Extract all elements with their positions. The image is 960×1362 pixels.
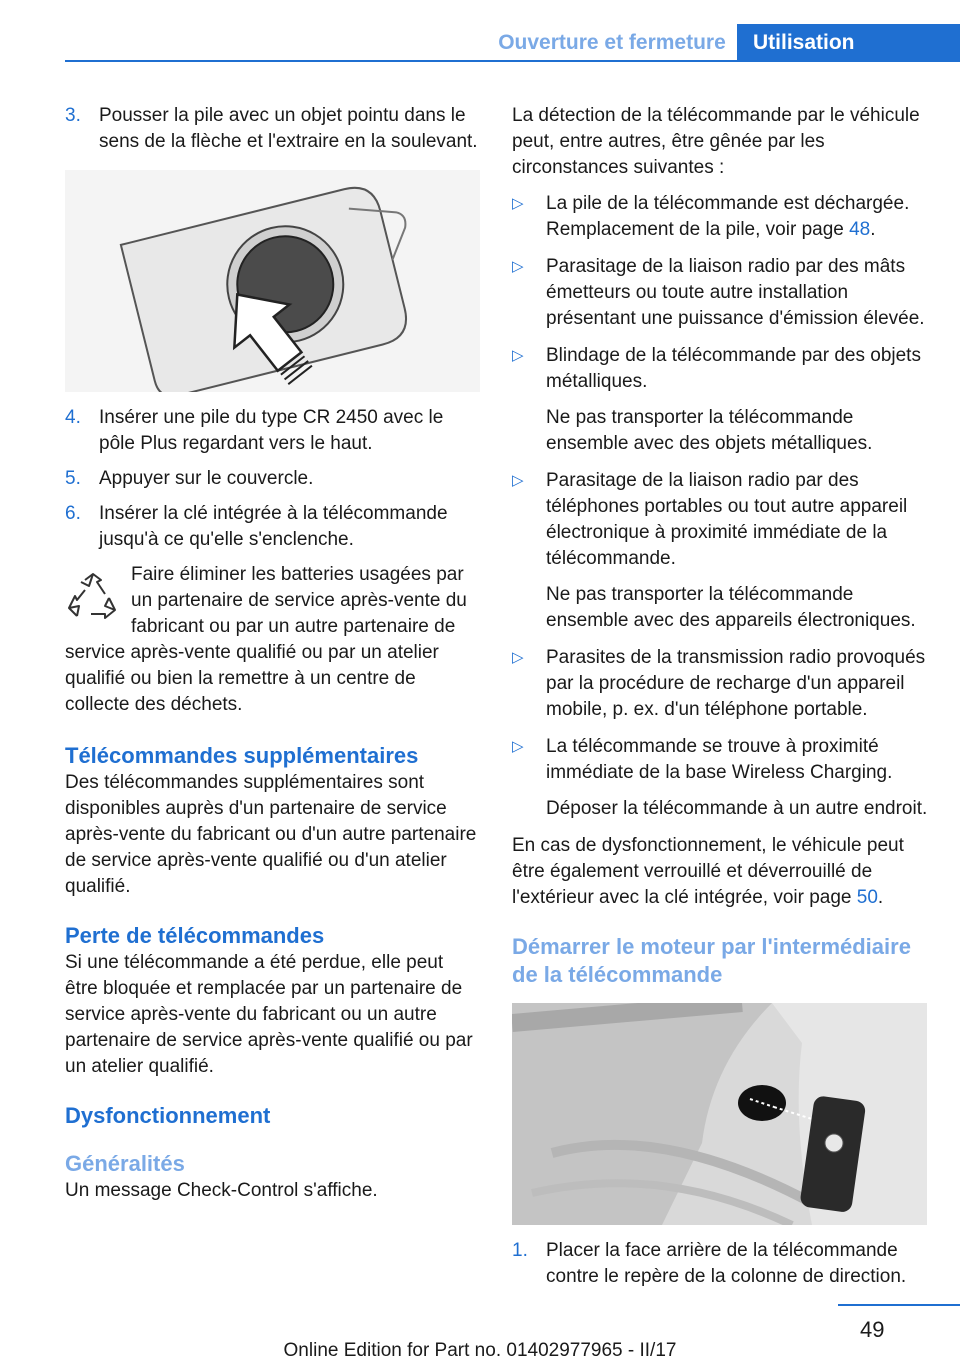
key-fob-battery-icon [65,170,480,392]
triangle-bullet-icon: ▷ [512,472,524,489]
bullet-text: Parasites de la transmission radio provoqués par la procédure de recharge d'un appareil mobile, p. ex. d'un téléphone portable. [546,647,926,720]
bullet-charging-interference [512,645,932,723]
triangle-bullet-icon: ▷ [512,258,524,275]
bullet-phones [512,468,932,634]
step-text: Placer la face arrière de la télécommande contre le repère de la colonne de direction. [546,1240,907,1287]
step-text: Pousser la pile avec un objet pointu dans le sens de la flèche et l'extraire en la soulevant. [99,105,478,152]
header-section-title: Ouverture et fermeture [498,31,726,54]
recycling-text: Faire éliminer les batteries usagées par un partenaire de service après-vente du fabricant ou par un autre partenaire de service après-vente qualifié ou par un atelier qualifié ou bien la remettre à un centre de collecte des déchets. [65,564,467,715]
right-column [512,103,932,1299]
step-number: 1. [512,1240,528,1261]
triangle-bullet-icon: ▷ [512,195,524,212]
paragraph-malfunction: En cas de dysfonctionnement, le véhicule peut être également verrouillé et déverrouillé de l'extérieur avec la clé intégrée, voir page 50. [512,835,904,908]
battery-key-illustration [65,170,480,392]
paragraph-lost-remotes: Si une télécommande a été perdue, elle peut être bloquée et remplacée par un partenaire de service après-vente du fabricant ou un autre partenaire de service après-vente qualifié ou par un atelier qualifié. [65,952,473,1077]
bullet-metal-shielding [512,343,932,457]
page-number: 49 [860,1317,885,1342]
step-number: 4. [65,407,81,428]
step-number: 6. [65,503,81,524]
bullet-text: Parasitage de la liaison radio par des téléphones portables ou tout autre appareil électronique à proximité immédiate de la télécommande. [546,470,908,569]
paragraph-extra-remotes: Des télécommandes supplémentaires sont disponibles auprès d'un partenaire de service après-vente du fabricant ou d'un autre partenaire de service après-vente qualifié ou d'un atelier qualifié. [65,772,477,897]
bullet-note: Déposer la télécommande à un autre endroit. [546,798,928,819]
triangle-bullet-icon: ▷ [512,738,524,755]
bullet-battery-empty: ▷ La pile de la télécommande est déchargée. Remplacement de la pile, voir page 48. [512,191,932,243]
bullet-text: Parasitage de la liaison radio par des mâts émetteurs ou toute autre installation présentant une puissance d'émission élevée. [546,256,925,329]
bullet-text: La pile de la télécommande est déchargée. Remplacement de la pile, voir page [546,193,910,240]
start-step-1 [512,1238,932,1290]
step-text: Insérer une pile du type CR 2450 avec le pôle Plus regardant vers le haut. [99,407,444,454]
recycle-icon [65,570,121,626]
heading-general: Généralités [65,1151,185,1176]
header-chapter-tab: Utilisation [737,24,960,62]
bullet-wireless-charging [512,734,932,822]
step-6 [65,501,480,553]
step-text: Insérer la clé intégrée à la télécommande jusqu'à ce qu'elle s'enclenche. [99,503,448,550]
heading-extra-remotes: Télécommandes supplémentaires [65,743,419,768]
step-5 [65,466,480,492]
footer-edition: Online Edition for Part no. 01402977965 - II/17 [283,1340,677,1361]
recycling-note [65,562,480,718]
triangle-bullet-icon: ▷ [512,347,524,364]
triangle-bullet-icon: ▷ [512,649,524,666]
steering-column-illustration [512,1003,927,1225]
bullet-text: La télécommande se trouve à proximité immédiate de la base Wireless Charging. [546,736,893,783]
heading-malfunction: Dysfonctionnement [65,1103,271,1128]
bullet-note: Ne pas transporter la télécommande ensemble avec des appareils électroniques. [546,584,916,631]
bullet-radio-masts [512,254,932,332]
footer-rule [838,1304,960,1306]
paragraph-general: Un message Check-Control s'affiche. [65,1180,378,1201]
step-number: 5. [65,468,81,489]
heading-lost-remotes: Perte de télécommandes [65,923,325,948]
step-number: 3. [65,105,81,126]
page-link-48[interactable]: 48 [849,219,871,240]
step-4 [65,405,480,457]
step-3 [65,103,480,155]
step-text: Appuyer sur le couvercle. [99,468,314,489]
steering-column-key-icon [512,1003,927,1225]
bullet-text: Blindage de la télécommande par des objets métalliques. [546,345,921,392]
header-rule [65,60,960,62]
heading-start-engine: Démarrer le moteur par l'intermédiaire de la télécommande [512,934,911,987]
bullet-note: Ne pas transporter la télécommande ensemble avec des objets métalliques. [546,407,873,454]
page-link-50[interactable]: 50 [856,887,878,908]
intro-paragraph: La détection de la télécommande par le véhicule peut, entre autres, être gênée par les circonstances suivantes : [512,105,920,178]
left-column [65,103,480,1204]
